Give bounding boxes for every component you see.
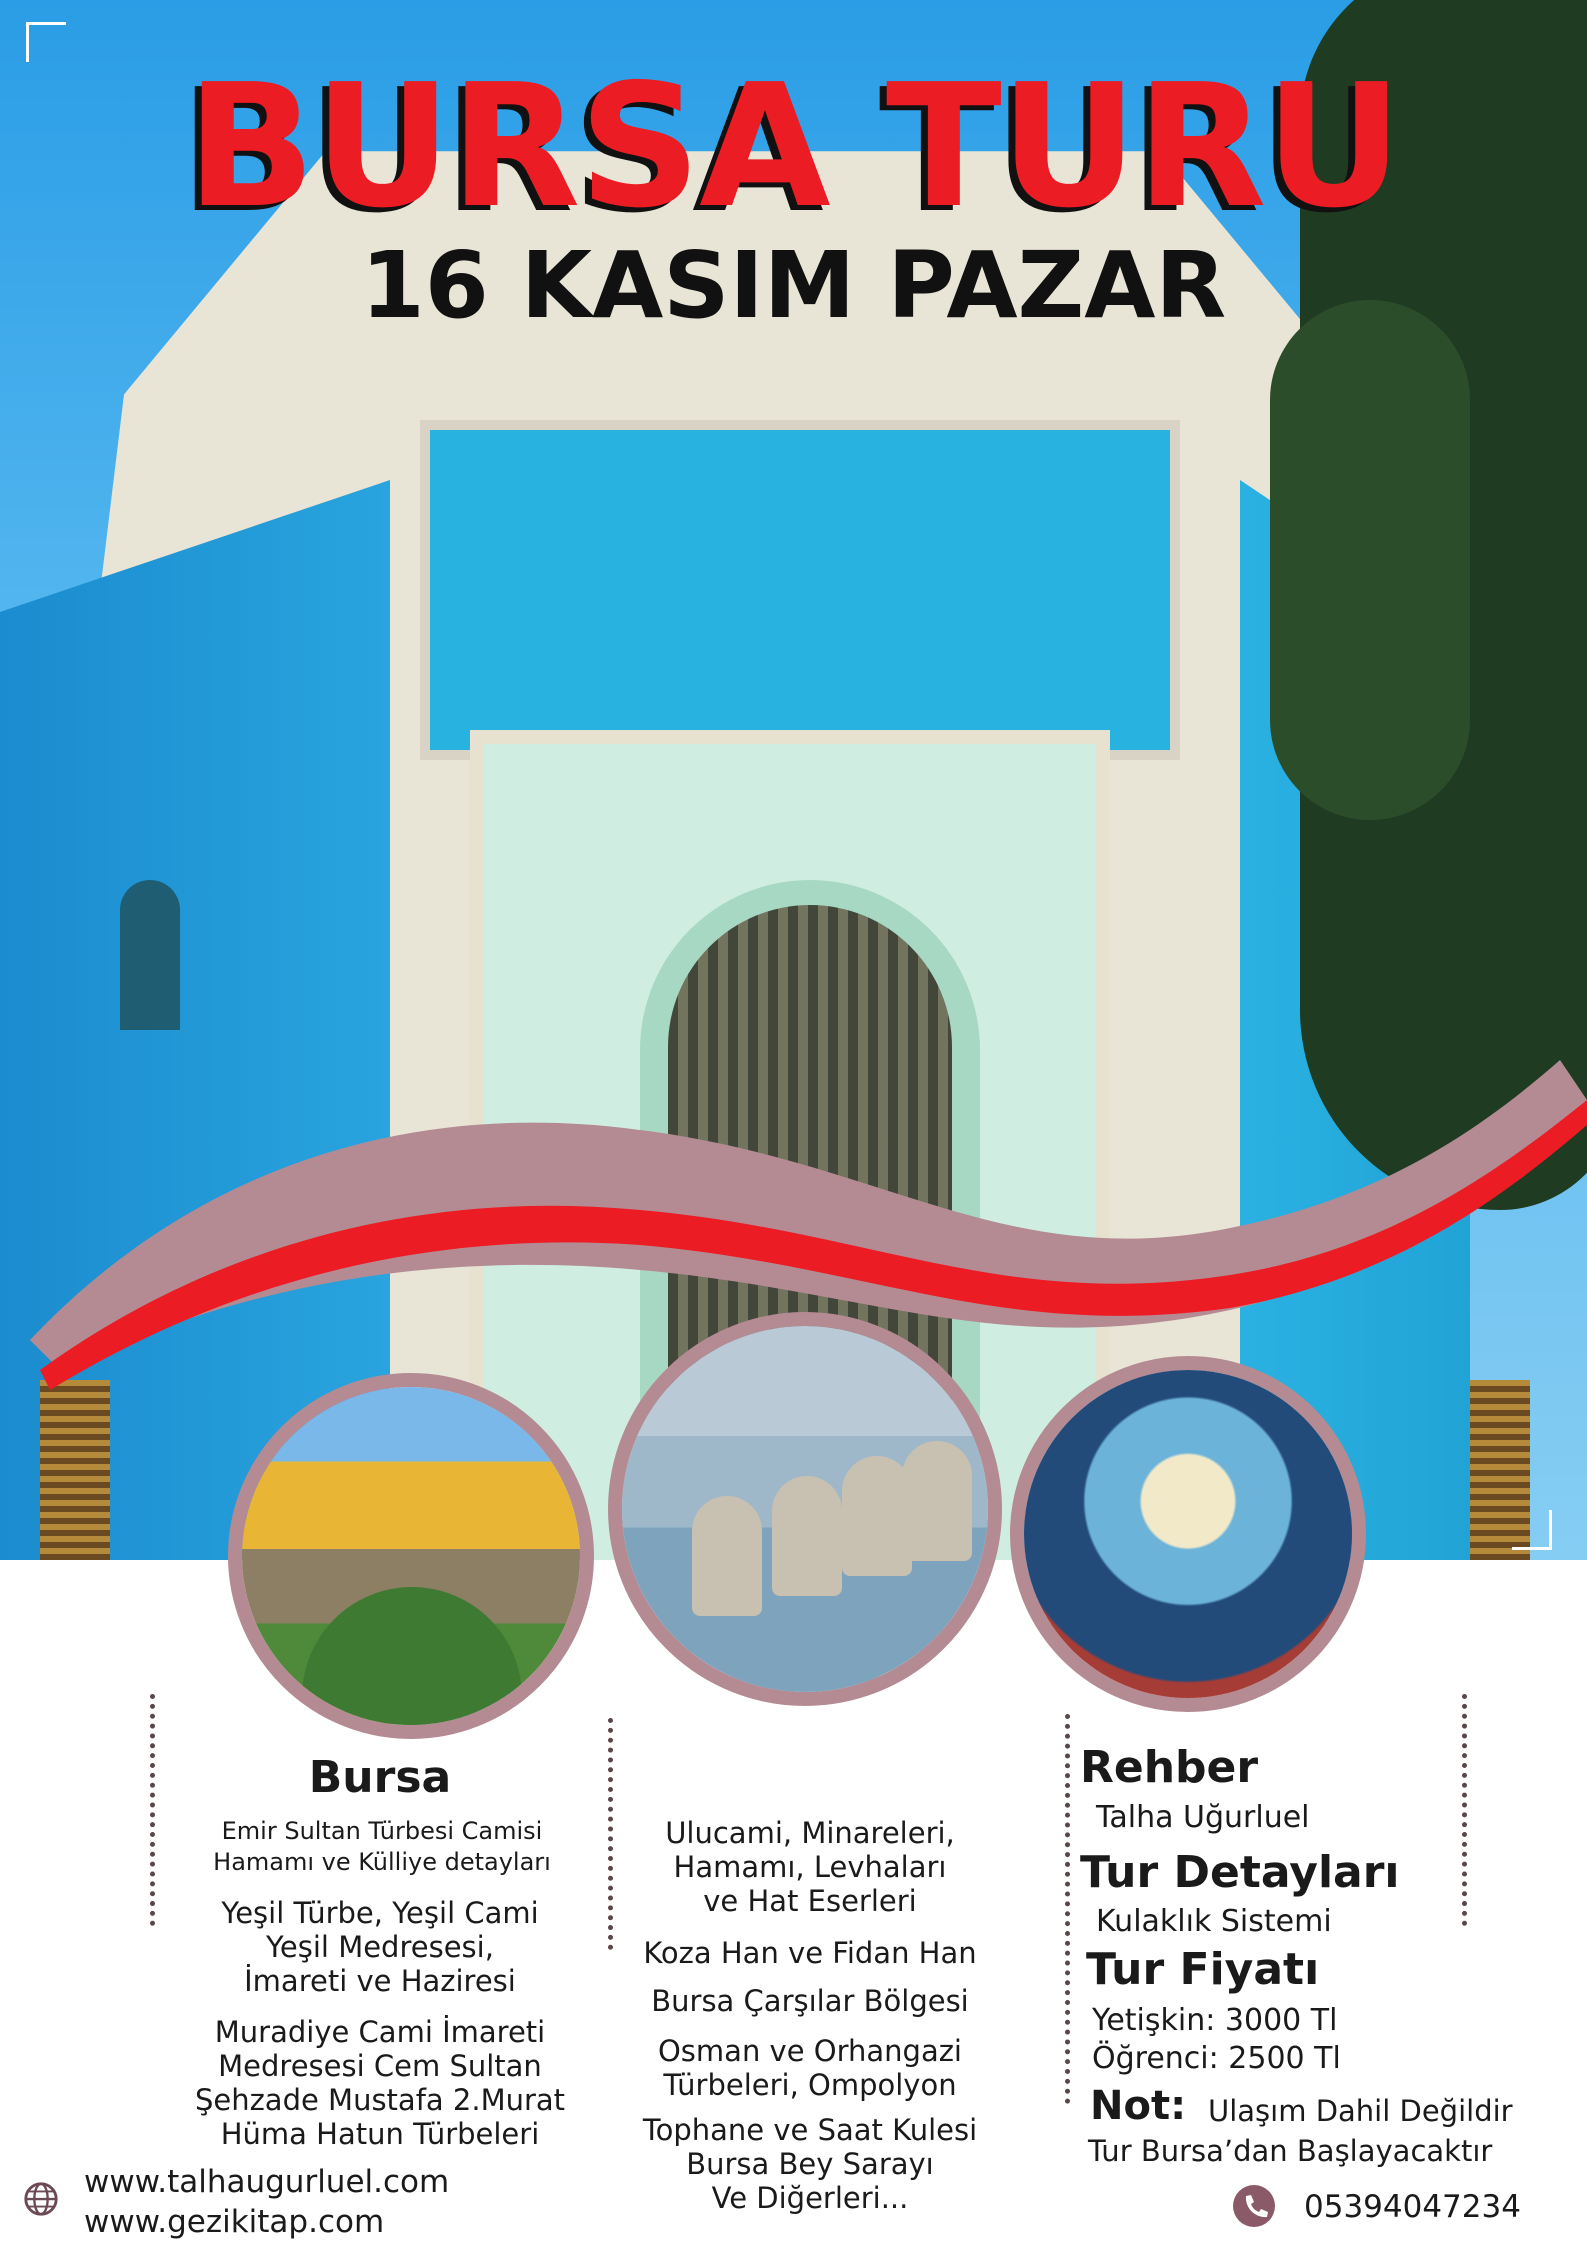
- column1-heading: Bursa: [308, 1752, 452, 1803]
- note-text2: Tur Bursa’dan Başlayacaktır: [1088, 2134, 1493, 2168]
- col2-item5-line2: Bursa Bey Sarayı: [686, 2147, 934, 2181]
- phone-icon: [1232, 2184, 1276, 2228]
- col1-item3-line1: Muradiye Cami İmareti: [214, 2015, 546, 2049]
- globe-icon: [22, 2180, 60, 2218]
- note-label: Not:: [1090, 2083, 1187, 2129]
- col2-item4: [615, 2034, 1005, 2102]
- page-title: BURSA TURU: [186, 48, 1401, 246]
- dotted-separator: [1462, 1694, 1467, 1926]
- col1-item2-line1: Yeşil Türbe, Yeşil Cami: [221, 1896, 539, 1930]
- website1-link[interactable]: www.talhaugurluel.com: [84, 2164, 450, 2200]
- col2-item4-line2: Türbeleri, Ompolyon: [663, 2068, 957, 2102]
- col2-item5-line3: Ve Diğerleri...: [711, 2181, 909, 2215]
- cypress-tree-branch: [1270, 300, 1470, 820]
- covered-bridge-photo: [228, 1373, 594, 1739]
- corner-mark-bottom-right: [1512, 1510, 1552, 1550]
- col2-item4-line1: Osman ve Orhangazi: [657, 2034, 962, 2068]
- guide-name: Talha Uğurluel: [1096, 1800, 1310, 1835]
- mosque-interior-photo: [1010, 1356, 1366, 1712]
- col1-item3-line4: Hüma Hatun Türbeleri: [220, 2117, 540, 2151]
- col2-item5: [615, 2113, 1005, 2215]
- col2-item1-line1: Ulucami, Minareleri,: [665, 1816, 955, 1850]
- col2-item1: [615, 1816, 1005, 1918]
- phone-number[interactable]: 05394047234: [1304, 2189, 1521, 2225]
- details-value: Kulaklık Sistemi: [1096, 1904, 1332, 1939]
- tile-panel-upper: [420, 420, 1180, 760]
- col1-item1: [162, 1816, 602, 1878]
- tour-date: 16 KASIM PAZAR: [360, 232, 1227, 339]
- col1-item2: [160, 1896, 600, 1998]
- note-text1: Ulaşım Dahil Değildir: [1208, 2094, 1513, 2128]
- col1-item1-line2: Hamamı ve Külliye detayları: [213, 1848, 551, 1876]
- col1-item3-line3: Şehzade Mustafa 2.Murat: [194, 2083, 566, 2117]
- window-left: [120, 880, 180, 1030]
- details-heading: Tur Detayları: [1080, 1847, 1400, 1898]
- website2-link[interactable]: www.gezikitap.com: [84, 2204, 385, 2240]
- col2-item5-line1: Tophane ve Saat Kulesi: [642, 2113, 978, 2147]
- guide-heading: Rehber: [1080, 1742, 1259, 1793]
- col2-item2: Koza Han ve Fidan Han: [643, 1936, 977, 1970]
- col1-item2-line3: İmareti ve Haziresi: [244, 1964, 516, 1998]
- price-heading: Tur Fiyatı: [1086, 1944, 1320, 1995]
- col1-item3-line2: Medresesi Cem Sultan: [218, 2049, 542, 2083]
- col1-item1-line1: Emir Sultan Türbesi Camisi: [221, 1817, 543, 1845]
- price-adult: Yetişkin: 3000 Tl: [1092, 2003, 1338, 2038]
- col2-item1-line2: Hamamı, Levhaları: [673, 1850, 947, 1884]
- domes-photo: [608, 1312, 1002, 1706]
- col2-item3: Bursa Çarşılar Bölgesi: [651, 1984, 969, 2018]
- col1-item2-line2: Yeşil Medresesi,: [266, 1930, 494, 1964]
- col1-item3: [160, 2015, 600, 2151]
- col2-item1-line3: ve Hat Eserleri: [703, 1884, 917, 1918]
- dotted-separator: [608, 1718, 613, 1950]
- dotted-separator: [1065, 1714, 1070, 2104]
- dotted-separator: [150, 1694, 155, 1926]
- price-student: Öğrenci: 2500 Tl: [1092, 2041, 1341, 2076]
